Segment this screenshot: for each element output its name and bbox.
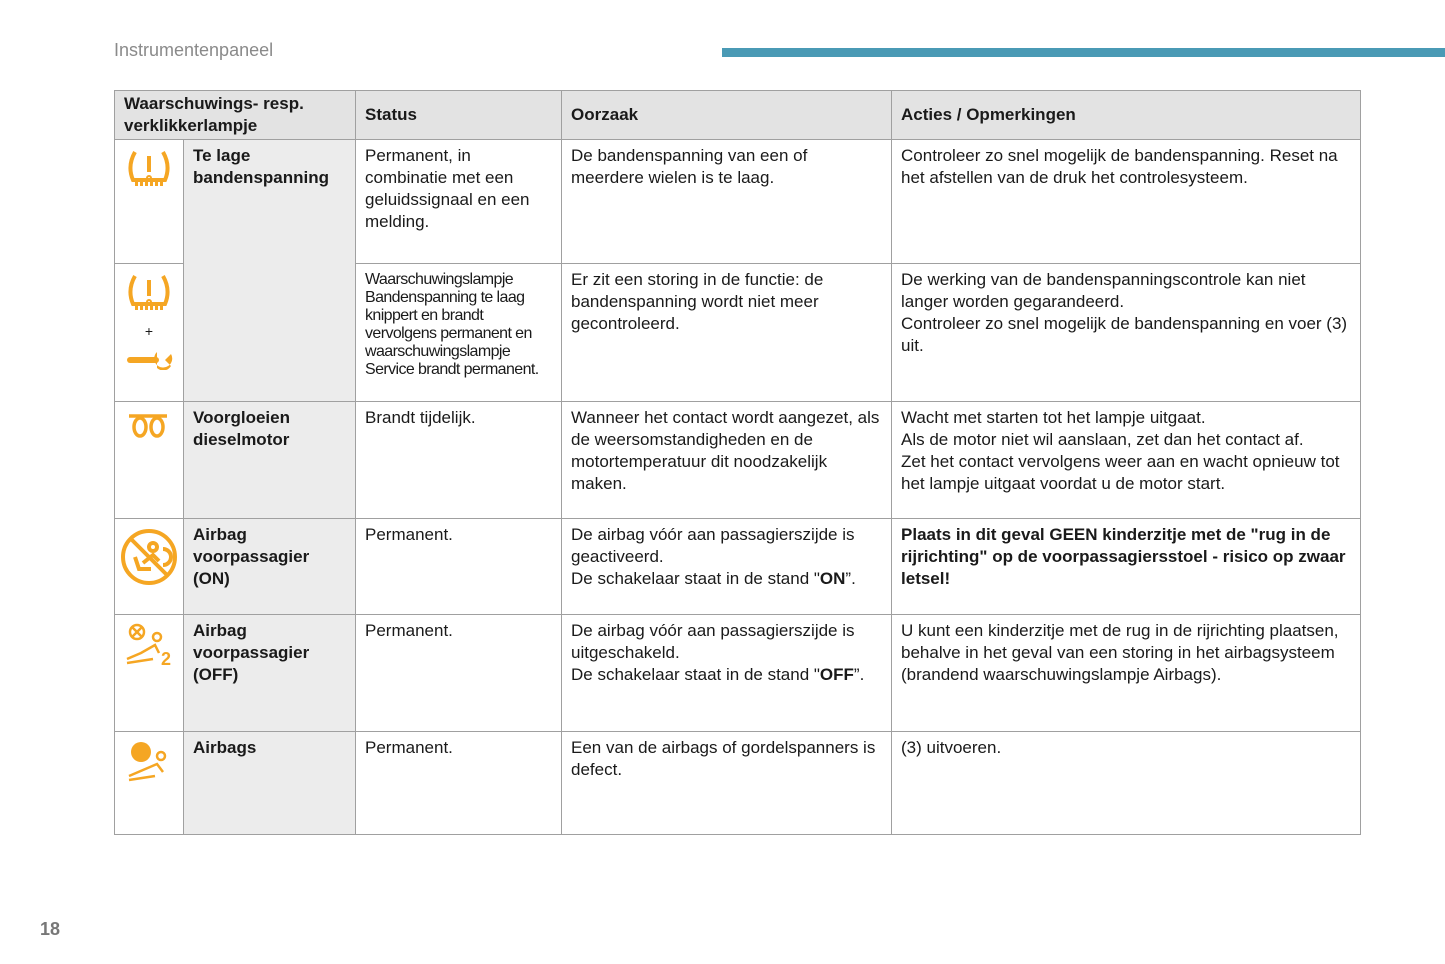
cause-cell: [562, 519, 892, 615]
warning-lights-table: [114, 90, 1361, 835]
airbag-off-icon: [115, 623, 183, 667]
action-line: Controleer zo snel mogelijk de bandenspanning en voer (3) uit.: [901, 314, 1348, 355]
page-number: 18: [40, 919, 61, 939]
cause-line: De airbag vóór aan passagierszijde is geactiveerd.: [571, 525, 855, 566]
column-header-lamp: Waarschuwings- resp. verklikkerlampje: [115, 91, 356, 140]
cause-cell: Er zit een storing in de functie: de bandenspanning wordt niet meer gecontroleerd.: [562, 264, 892, 402]
action-line: Als de motor niet wil aanslaan, zet dan het contact af.: [901, 430, 1304, 449]
wrench-icon: [115, 350, 183, 370]
table-row: [115, 732, 1361, 835]
table-header: [115, 91, 1361, 140]
action-line: Zet het contact vervolgens weer aan en wacht opnieuw tot het lampje uitgaat voordat u de motor start.: [901, 452, 1340, 493]
plus-sign: +: [144, 323, 154, 339]
table-row: [115, 402, 1361, 519]
status-cell: Waarschuwingslampje Bandenspanning te laag knippert en brandt vervolgens permanent en waarschuwingslampje Service brandt permanent.: [356, 264, 562, 402]
accent-bar: [722, 48, 1445, 57]
tire-pressure-icon: [115, 272, 183, 318]
column-header-status: Status: [356, 91, 562, 140]
action-cell: [892, 264, 1361, 402]
airbag-on-icon: [115, 527, 183, 587]
status-cell: Permanent.: [356, 732, 562, 835]
cause-cell: Wanneer het contact wordt aangezet, als de weersomstandigheden en de motortemperatuur dit noodzakelijk maken.: [562, 402, 892, 519]
lamp-name: Airbags: [184, 732, 356, 835]
status-cell: Permanent.: [356, 519, 562, 615]
table-row: [115, 519, 1361, 615]
airbags-icon: [115, 740, 183, 784]
table-row: [115, 140, 1361, 264]
status-cell: Brandt tijdelijk.: [356, 402, 562, 519]
cause-cell: [562, 615, 892, 732]
switch-position: OFF: [819, 665, 854, 684]
cause-text: De schakelaar staat in de stand ": [571, 569, 820, 588]
svg-text:2: 2: [161, 649, 172, 667]
column-header-actions: Acties / Opmerkingen: [892, 91, 1361, 140]
lamp-name: Airbag voorpassagier (OFF): [184, 615, 356, 732]
lamp-name: Voorgloeien dieselmotor: [184, 402, 356, 519]
status-cell: Permanent.: [356, 615, 562, 732]
action-line: Wacht met starten tot het lampje uitgaat.: [901, 408, 1206, 427]
column-header-cause: Oorzaak: [562, 91, 892, 140]
cause-line: [571, 568, 882, 590]
action-cell: Controleer zo snel mogelijk de bandenspanning. Reset na het afstellen van de druk het controlesysteem.: [892, 140, 1361, 264]
action-cell: [892, 402, 1361, 519]
cause-cell: Een van de airbags of gordelspanners is defect.: [562, 732, 892, 835]
cause-line: De airbag vóór aan passagierszijde is uitgeschakeld.: [571, 621, 855, 662]
lamp-name: Airbag voorpassagier (ON): [184, 519, 356, 615]
cause-text: ”.: [853, 665, 865, 684]
cause-line: [571, 664, 882, 686]
action-cell: [892, 519, 1361, 615]
table-row: [115, 615, 1361, 732]
glow-plug-icon: [115, 410, 183, 440]
cause-text: ”.: [845, 569, 856, 588]
action-cell: (3) uitvoeren.: [892, 732, 1361, 835]
switch-position: ON: [819, 569, 846, 588]
action-cell: U kunt een kinderzitje met de rug in de rijrichting plaatsen, behalve in het geval van een storing in het airbagsysteem (brandend waarschuwingslampje Airbags).: [892, 615, 1361, 732]
status-cell: Permanent, in combinatie met een geluidssignaal en een melding.: [356, 140, 562, 264]
tire-pressure-icon: [115, 148, 183, 194]
warning-text: Plaats in dit geval GEEN kinderzitje met de "rug in de rijrichting" op de voorpassagiersstoel - risico op zwaar letsel!: [901, 525, 1346, 588]
lamp-name: Te lage bandenspanning: [184, 140, 356, 402]
cause-cell: De bandenspanning van een of meerdere wielen is te laag.: [562, 140, 892, 264]
cause-text: De schakelaar staat in de stand ": [571, 665, 820, 684]
section-title: Instrumentenpaneel: [114, 40, 274, 60]
action-line: De werking van de bandenspanningscontrole kan niet langer worden gegarandeerd.: [901, 270, 1306, 311]
